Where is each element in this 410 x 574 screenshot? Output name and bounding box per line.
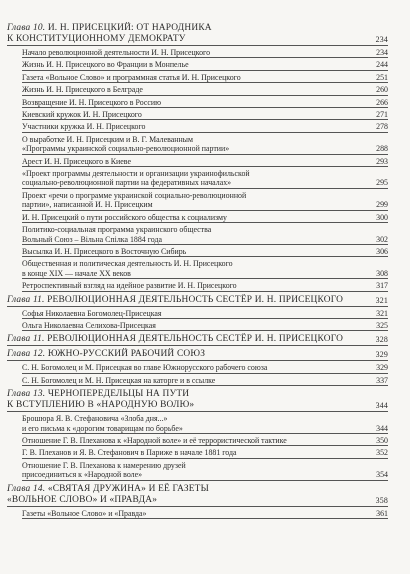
title-line: социально-революционной партии на федеративных началах» [22, 178, 232, 188]
title-line: И. Н. Присецкий о пути российского общества к социализму [22, 212, 227, 222]
entry-title [22, 122, 373, 131]
title-line: присоединиться к «Народной воле» [22, 470, 143, 480]
page-number: 325 [376, 320, 388, 330]
toc-entry[interactable] [7, 309, 388, 319]
toc-entry[interactable] [7, 509, 388, 519]
toc-row [7, 484, 388, 507]
title-line: Общественная и политическая деятельность И. Н. Присецкого [22, 259, 233, 269]
title-line: Киевский кружок И. Н. Присецкого [22, 110, 142, 120]
title-line: Ретроспективный взгляд на идейное развитие И. Н. Присецкого [22, 281, 237, 291]
title-line: Газеты «Вольное Слово» и «Правда» [22, 508, 147, 518]
toc-entry[interactable] [7, 247, 388, 257]
page-number: 244 [376, 60, 388, 70]
toc-entry[interactable] [7, 281, 388, 291]
toc-row [22, 309, 388, 319]
toc-row [22, 363, 388, 373]
entry-title [22, 247, 373, 256]
chapter-title [7, 484, 373, 506]
page-number: 317 [376, 281, 388, 291]
toc-chapter[interactable] [7, 334, 388, 346]
title-line: Высылка И. Н. Присецкого в Восточную Сибирь [22, 246, 187, 256]
page-number: 251 [376, 72, 388, 82]
title-line: С. Н. Богомолец и М. Н. Присецкая на каторге и в ссылке [22, 375, 216, 385]
entry-title [22, 461, 373, 480]
title-line: Брошюра Я. В. Стефановича «Злоба дня...» [22, 414, 168, 424]
toc-row [22, 191, 388, 211]
title-line: в конце XIX — начале XX веков [22, 268, 131, 278]
chapter-title-line: РЕВОЛЮЦИОННАЯ ДЕЯТЕЛЬНОСТЬ СЕСТЁР И. Н. ПРИСЕЦКОГО [47, 294, 344, 305]
page-number: 234 [376, 48, 388, 57]
entry-title [22, 48, 373, 57]
entry-title [22, 110, 373, 119]
toc-row [22, 157, 388, 167]
chapter-label: Глава 12. [7, 349, 46, 360]
chapter-title-line: ЮЖНО-РУССКИЙ РАБОЧИЙ СОЮЗ [47, 349, 206, 360]
page-number: 329 [375, 350, 388, 360]
toc-chapter[interactable] [7, 295, 388, 307]
toc-entry[interactable] [7, 414, 388, 434]
chapter-title-line: «СВЯТАЯ ДРУЖИНА» И ЕЁ ГАЗЕТЫ [47, 483, 209, 494]
title-line: К КОНСТИТУЦИОННОМУ ДЕМОКРАТУ [7, 34, 186, 44]
page-number: 352 [376, 448, 388, 458]
entry-title [22, 213, 373, 222]
title-line: Софья Николаевна Богомолец-Присецкая [22, 308, 162, 318]
table-of-contents [7, 23, 388, 519]
page-number: 288 [376, 144, 388, 154]
toc-entry[interactable] [7, 321, 388, 331]
chapter-title [7, 334, 373, 345]
chapter-label: Глава 11. [7, 294, 45, 305]
entry-title [22, 376, 373, 385]
toc-row [22, 259, 388, 279]
chapter-title-line: ЧЕРНОПЕРЕДЕЛЬЦЫ НА ПУТИ [47, 389, 190, 400]
title-line: «Программы украинской социально-революционной партии» [22, 144, 230, 154]
toc-row [22, 85, 388, 95]
page-number: 295 [376, 178, 388, 188]
page-number: 266 [376, 97, 388, 107]
entry-title [22, 85, 373, 94]
toc-entry[interactable] [7, 213, 388, 223]
title-line: партии», написанной И. Н. Присецким [22, 200, 153, 210]
title-line: Арест И. Н. Присецкого в Киеве [22, 156, 131, 166]
toc-entry[interactable] [7, 191, 388, 211]
title-line: Жизнь И. Н. Присецкого во Франции в Монпелье [22, 60, 189, 70]
title-line: Г. В. Плеханов и Я. В. Стефанович в Париже в начале 1881 года [22, 448, 237, 458]
toc-row [22, 281, 388, 291]
toc-row [22, 110, 388, 120]
toc-row [22, 225, 388, 245]
entry-title [22, 321, 373, 330]
chapter-title [7, 349, 373, 360]
title-line: «ВОЛЬНОЕ СЛОВО» И «ПРАВДА» [7, 494, 158, 505]
title-line: Возвращение И. Н. Присецкого в Россию [22, 97, 161, 107]
title-line: Ольга Николаевна Селихова-Присецкая [22, 320, 156, 330]
toc-row [22, 73, 388, 83]
toc-entry[interactable] [7, 135, 388, 155]
toc-row [22, 122, 388, 132]
entry-title [22, 309, 373, 318]
toc-entry[interactable] [7, 376, 388, 386]
entry-title [22, 60, 373, 69]
page-number: 329 [376, 363, 388, 373]
entry-title [22, 259, 373, 278]
toc-entry[interactable] [7, 169, 388, 189]
title-line: Участники кружка И. Н. Присецкого [22, 122, 146, 132]
entry-title [22, 135, 373, 154]
toc-entry[interactable] [7, 157, 388, 167]
toc-row [7, 23, 388, 46]
toc-row [22, 247, 388, 257]
page-number: 234 [375, 35, 388, 44]
title-line: К ВСТУПЛЕНИЮ В «НАРОДНУЮ ВОЛЮ» [7, 400, 195, 411]
toc-entry[interactable] [7, 85, 388, 95]
toc-entry[interactable] [7, 122, 388, 132]
toc-row [22, 436, 388, 446]
toc-chapter[interactable] [7, 23, 388, 46]
page-number: 350 [376, 435, 388, 445]
title-line: Политико-социальная программа украинского общества [22, 225, 212, 235]
title-line: Отношение Г. В. Плеханова к намерению друзей [22, 460, 186, 470]
toc-entry[interactable] [7, 436, 388, 446]
toc-row [22, 321, 388, 331]
toc-entry[interactable] [7, 259, 388, 279]
chapter-label: Глава 13. [7, 389, 46, 400]
toc-row [22, 448, 388, 458]
page-number: 278 [376, 122, 388, 132]
title-line: Проект «речи о программе украинской социально-революционной [22, 190, 247, 200]
page-number: 293 [376, 156, 388, 166]
toc-entry[interactable] [7, 225, 388, 245]
chapter-title-line: И. Н. ПРИСЕЦКИЙ: ОТ НАРОДНИКА [47, 23, 212, 33]
toc-chapter[interactable] [7, 389, 388, 412]
entry-title [22, 98, 373, 107]
title-line: С. Н. Богомолец и М. Присецкая во главе Южнорусского рабочего союза [22, 363, 268, 373]
toc-entry[interactable] [7, 48, 388, 58]
entry-title [22, 225, 373, 244]
toc-row [22, 169, 388, 189]
toc-chapter[interactable] [7, 349, 388, 361]
toc-row [7, 334, 388, 346]
title-line: Газета «Вольное Слово» и программная статья И. Н. Присецкого [22, 72, 241, 82]
chapter-title-line: РЕВОЛЮЦИОННАЯ ДЕЯТЕЛЬНОСТЬ СЕСТЁР И. Н. ПРИСЕЦКОГО [47, 334, 344, 345]
entry-title [22, 436, 373, 445]
page-number: 354 [376, 470, 388, 480]
entry-title [22, 169, 373, 188]
entry-title [22, 281, 373, 290]
entry-title [22, 509, 373, 518]
page-number: 361 [376, 508, 388, 518]
page-number: 344 [376, 423, 388, 433]
chapter-label: Глава 11. [7, 334, 45, 345]
toc-entry[interactable] [7, 448, 388, 458]
toc-entry[interactable] [7, 461, 388, 481]
toc-entry[interactable] [7, 363, 388, 373]
title-line: «Проект программы деятельности и организации украинофильской [22, 169, 250, 179]
toc-row [22, 213, 388, 223]
page-number: 337 [376, 375, 388, 385]
page-number: 302 [376, 234, 388, 244]
toc-row [7, 295, 388, 307]
toc-entry[interactable] [7, 60, 388, 70]
title-line: Начало революционной деятельности И. Н. Присецкого [22, 48, 211, 57]
chapter-title [7, 295, 373, 306]
page-number: 260 [376, 85, 388, 95]
toc-row [22, 461, 388, 481]
title-line: Жизнь И. Н. Присецкого в Белграде [22, 85, 143, 95]
chapter-title [7, 389, 373, 411]
title-line: Вольный Союз – Вiльна Спiлка 1884 года [22, 234, 162, 244]
title-line: и его письма к «дорогим товарищам по борьбе» [22, 423, 183, 433]
page-number: 344 [375, 401, 388, 411]
page-number: 308 [376, 268, 388, 278]
entry-title [22, 73, 373, 82]
chapter-label: Глава 14. [7, 483, 46, 494]
chapter-title [7, 23, 373, 45]
page-number: 321 [375, 295, 388, 305]
title-line: Отношение Г. В. Плеханова к «Народной воле» и её террористической тактике [22, 435, 287, 445]
toc-row [7, 389, 388, 412]
toc-row [22, 60, 388, 70]
toc-row [22, 509, 388, 519]
toc-entry[interactable] [7, 110, 388, 120]
page-number: 299 [376, 200, 388, 210]
toc-entry[interactable] [7, 73, 388, 83]
entry-title [22, 191, 373, 210]
toc-row [7, 349, 388, 361]
toc-chapter[interactable] [7, 484, 388, 507]
toc-row [22, 414, 388, 434]
page-number: 271 [376, 110, 388, 120]
page-number: 321 [376, 308, 388, 318]
title-line: О выработке И. Н. Присецким и В. Г. Малеванным [22, 134, 193, 144]
entry-title [22, 414, 373, 433]
page-number: 306 [376, 246, 388, 256]
entry-title [22, 157, 373, 166]
page-number: 358 [375, 495, 388, 505]
toc-row [22, 98, 388, 108]
toc-row [22, 48, 388, 58]
page-number: 300 [376, 212, 388, 222]
entry-title [22, 448, 373, 457]
entry-title [22, 363, 373, 372]
page-number: 328 [375, 335, 388, 345]
toc-entry[interactable] [7, 98, 388, 108]
toc-row [22, 376, 388, 386]
toc-row [22, 135, 388, 155]
chapter-label: Глава 10. [7, 23, 46, 33]
